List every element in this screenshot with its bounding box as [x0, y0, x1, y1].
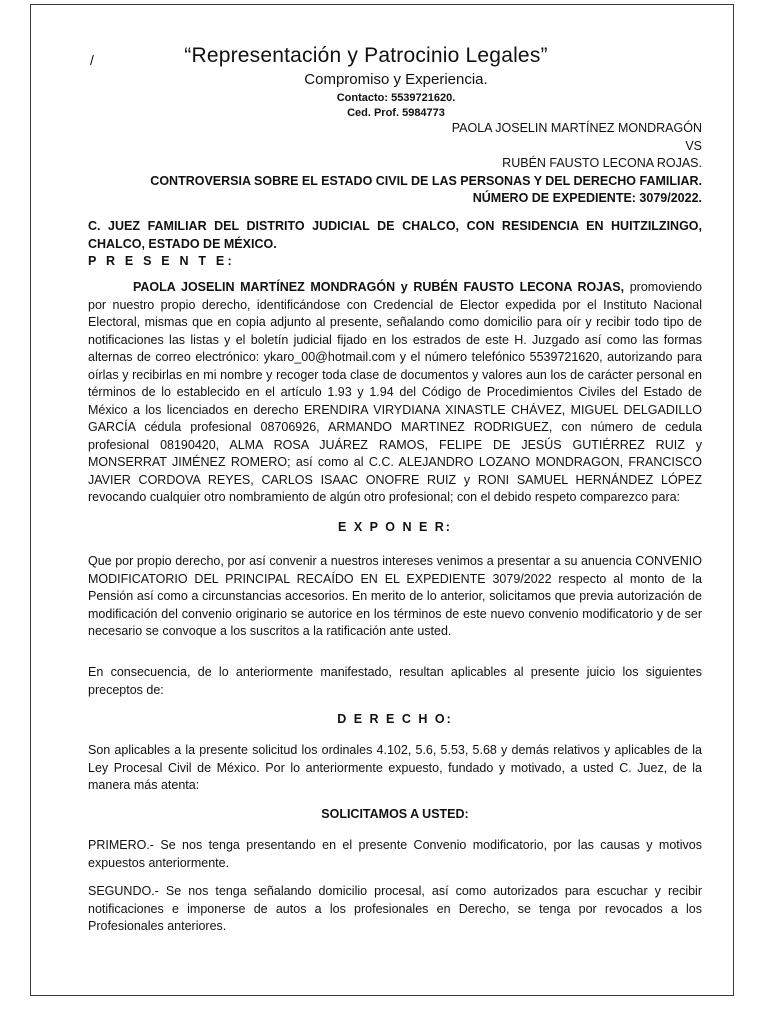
addressee-judge: C. JUEZ FAMILIAR DEL DISTRITO JUDICIAL DE CHALCO, CON RESIDENCIA EN HUITZILZINGO, CHALCO, ESTADO DE MÉXICO. [88, 219, 702, 251]
exponer-paragraph-2: En consecuencia, de lo anteriormente manifestado, resultan aplicables al presente juicio los siguientes preceptos de: [88, 665, 702, 697]
intro-paragraph [88, 279, 702, 507]
case-plaintiff: PAOLA JOSELIN MARTÍNEZ MONDRAGÓN [451, 121, 702, 135]
addressee-block [88, 218, 702, 271]
addressee-presente: P R E S E N T E: [88, 254, 235, 268]
petition-primero: PRIMERO.- Se nos tenga presentando en el presente Convenio modificatorio, por las causas y motivos expuestos anteriormente. [88, 838, 702, 870]
firm-cedula: Ced. Prof. 5984773 [347, 107, 445, 119]
intro-text: promoviendo por nuestro propio derecho, identificándose con Credencial de Elector expedida por el Instituto Nacional Electoral, mismas que en copia adjunto al presente, señalando como domicilio para oír y recibir todo tipo de notificaciones las listas y el boletín judicial fijado en los estrados de este H. Juzgado así como las formas alternas de correo electrónico: ykaro_00@hotmail.com y el número telefónico 5539721620, autorizando para oírlas y recibirlas en mi nombre y recoger toda clase de documentos y valores aun los de carácter personal en términos de lo establecido en el artículo 1.93 y 1.94 del Código de Procedimientos Civiles del Estado de México a los licenciados en derecho ERENDIRA VIRYDIANA XINASTLE CHÁVEZ, MIGUEL DELGADILLO GARCÍA cédula profesional 08706926, ARMANDO MARTINEZ RODRIGUEZ, con número de cedula profesional 08190420, ALMA ROSA JUÁREZ RAMOS, FELIPE DE JESÚS GUTIÉRREZ RUIZ y MONSERRAT JIMÉNEZ ROMERO; así como al C.C. ALEJANDRO LOZANO MONDRAGON, FRANCISCO JAVIER CORDOVA REYES, CARLOS ISAAC ONOFRE RUIZ y RONI SAMUEL HERNÁNDEZ LÓPEZ revocando cualquier otro nombramiento de algún otro profesional; con el debido respeto comparezco para: [88, 280, 702, 504]
firm-tagline: Compromiso y Experiencia. [304, 71, 488, 88]
firm-title: “Representación y Patrocinio Legales” [184, 44, 548, 67]
derecho-heading: D E R E C H O: [337, 712, 453, 726]
case-file-number: NÚMERO DE EXPEDIENTE: 3079/2022. [472, 191, 702, 205]
exponer-heading: E X P O N E R: [338, 520, 452, 534]
petition-segundo: SEGUNDO.- Se nos tenga señalando domicilio procesal, así como autorizados para escuchar y recibir notificaciones e imponerse de autos a los profesionales en Derecho, se tenga por revocados a los Profesionales anteriores. [88, 884, 702, 933]
case-matter: CONTROVERSIA SOBRE EL ESTADO CIVIL DE LAS PERSONAS Y DEL DERECHO FAMILIAR. [150, 173, 702, 188]
exponer-paragraph-1: Que por propio derecho, por así convenir a nuestros intereses venimos a presentar a su anuencia CONVENIO MODIFICATORIO DEL PRINCIPAL RECAÍDO EN EL EXPEDIENTE 3079/2022 respecto al monto de la Pensión así como a circunstancias accesorios. En merito de lo anterior, solicitamos que previa autorización de modificación del convenio originario se autorice en los términos de este nuevo convenio modificatorio y de ser necesario se convoque a los suscritos a la ratificación ante usted. [88, 554, 702, 638]
case-vs: VS [685, 138, 702, 153]
derecho-paragraph: Son aplicables a la presente solicitud los ordinales 4.102, 5.6, 5.53, 5.68 y demás relativos y aplicables de la Ley Procesal Civil de México. Por lo anteriormente expuesto, fundado y motivado, a usted C. Juez, de la manera más atenta: [88, 743, 702, 792]
firm-contact: Contacto: 5539721620. [336, 92, 456, 104]
solicitamos-heading: SOLICITAMOS A USTED: [321, 807, 469, 821]
stray-slash: / [90, 52, 94, 68]
case-defendant: RUBÉN FAUSTO LECONA ROJAS. [502, 156, 702, 170]
intro-names: PAOLA JOSELIN MARTÍNEZ MONDRAGÓN y RUBÉN FAUSTO LECONA ROJAS, [133, 280, 625, 294]
case-caption [150, 120, 702, 208]
